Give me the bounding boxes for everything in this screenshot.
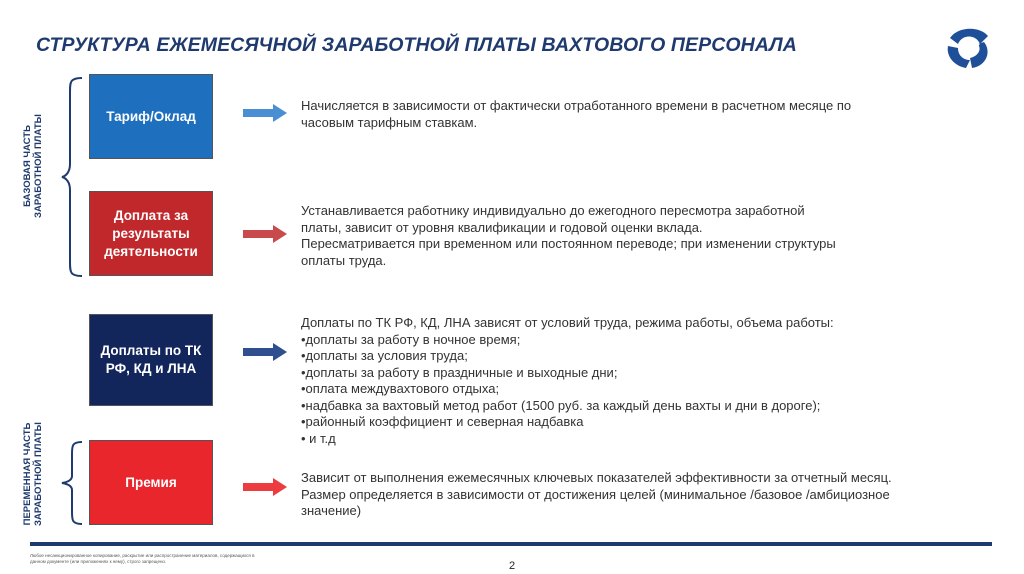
page-title: СТРУКТУРА ЕЖЕМЕСЯЧНОЙ ЗАРАБОТНОЙ ПЛАТЫ ВАХТОВОГО ПЕРСОНАЛА xyxy=(36,34,797,56)
labor-code-description: Доплаты по ТК РФ, КД, ЛНА зависят от условий труда, режима работы, объема работы: •доплаты за работу в ночное время; •доплаты за условия труда; •доплаты за работу в праздничные и выходные дни; •оплата междувахтового отдыха; •надбавка за вахтовый метод работ (1500 руб. за каждый день вахты и дни в дороге); •районный коэффициент и северная надбавка • и т.д xyxy=(301,315,834,446)
right-arrow-icon xyxy=(243,104,287,122)
footer-divider xyxy=(30,542,992,546)
right-arrow-icon xyxy=(243,343,287,361)
variable-part-label: ПЕРЕМЕННАЯ ЧАСТЬ ЗАРАБОТНОЙ ПЛАТЫ xyxy=(22,422,44,526)
company-logo-icon xyxy=(944,24,994,70)
base-brace xyxy=(60,76,84,278)
page-number: 2 xyxy=(509,560,516,572)
confidentiality-footnote: Любое несанкционированное копирование, раскрытие или распространение материалов, содержащихся в данном документе (или приложениях к нему), строго запрещено. xyxy=(30,553,255,564)
performance-description: Устанавливается работнику индивидуально до ежегодного пересмотра заработной платы, зависит от уровня квалификации и годовой оценки вклада. Пересматривается при временном или постоянном переводе; при изменении структуры оплаты труда. xyxy=(301,203,836,268)
box-performance-bonus: Доплата за результаты деятельности xyxy=(89,191,213,276)
base-part-label: БАЗОВАЯ ЧАСТЬ ЗАРАБОТНОЙ ПЛАТЫ xyxy=(22,114,44,218)
box-premium: Премия xyxy=(89,440,213,525)
variable-brace xyxy=(60,440,84,526)
premium-description: Зависит от выполнения ежемесячных ключевых показателей эффективности за отчетный месяц. Размер определяется в зависимости от достижения целей (минимальное /базовое /амбициозное значение) xyxy=(301,470,892,518)
box-tariff: Тариф/Оклад xyxy=(89,74,213,159)
box-labor-code-payments: Доплаты по ТК РФ, КД и ЛНА xyxy=(89,314,213,406)
right-arrow-icon xyxy=(243,478,287,496)
right-arrow-icon xyxy=(243,225,287,243)
tariff-description: Начисляется в зависимости от фактически отработанного времени в расчетном месяце по часовым тарифным ставкам. xyxy=(301,98,852,130)
